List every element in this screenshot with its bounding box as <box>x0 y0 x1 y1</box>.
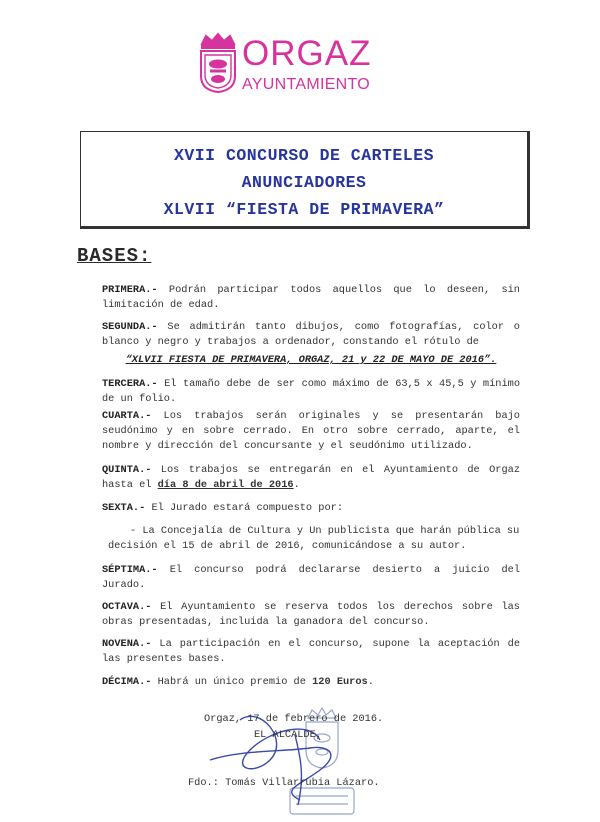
clause-text: Los trabajos se entregarán en el Ayuntamiento de Orgaz hasta el <box>102 464 520 491</box>
logo-name: ORGAZ <box>242 34 372 73</box>
clause-end: . <box>367 676 374 688</box>
mayor-role: EL ALCALDE, <box>254 729 322 741</box>
place-date: Orgaz, 17 de febrero de 2016. <box>204 713 384 725</box>
clause-label: TERCERA.- <box>102 378 158 390</box>
clause-label: SÉPTIMA.- <box>102 564 158 576</box>
festival-quote-text: “XLVII FIESTA DE PRIMAVERA, ORGAZ, 21 y 22 DE MAYO DE 2016”. <box>125 354 497 366</box>
clause-label: SEGUNDA.- <box>102 321 158 333</box>
clause-label: CUARTA.- <box>102 410 152 422</box>
jury-detail: - La Concejalía de Cultura y Un publicista que harán pública su decisión el 15 de abril de 2016, comunicándose a su autor. <box>108 525 520 552</box>
clause-septima <box>102 563 520 593</box>
title-line-1: XVII CONCURSO DE CARTELES <box>173 146 435 165</box>
clause-text: La participación en el concurso, supone la aceptación de las presentes bases. <box>102 638 520 665</box>
title-line-2: ANUNCIADORES <box>241 173 367 192</box>
clause-quinta <box>102 463 520 493</box>
clause-label: PRIMERA.- <box>102 284 158 296</box>
coat-of-arms-icon <box>196 32 240 94</box>
clause-sexta <box>102 501 520 516</box>
logo-subtitle: AYUNTAMIENTO <box>242 76 371 93</box>
festival-quote <box>102 353 520 368</box>
clause-cuarta <box>102 409 520 454</box>
clause-text: Podrán participar todos aquellos que lo deseen, sin limitación de edad. <box>102 284 520 311</box>
clause-label: QUINTA.- <box>102 464 152 476</box>
clause-label: DÉCIMA.- <box>102 676 152 688</box>
clause-label: OCTAVA.- <box>102 601 152 613</box>
prize-amount: 120 Euros <box>312 676 368 688</box>
bases-heading: BASES: <box>77 245 152 267</box>
signed-by: Fdo.: Tomás Villarrubia Lázaro. <box>188 777 380 789</box>
clause-text: Se admitirán tanto dibujos, como fotografías, color o blanco y negro y trabajos a ordenador, constando el rótulo de <box>102 321 520 348</box>
clause-primera <box>102 283 520 313</box>
clause-label: NOVENA.- <box>102 638 152 650</box>
clause-text: El Ayuntamiento se reserva todos los derechos sobre las obras presentadas, incluida la ganadora del concurso. <box>102 601 520 628</box>
clause-tercera <box>102 377 520 407</box>
clause-text: Los trabajos serán originales y se presentarán bajo seudónimo y en sobre cerrado. En otro sobre cerrado, aparte, el nombre y dirección del concursante y el seudónimo utilizado. <box>102 410 520 452</box>
clause-text: El concurso podrá declararse desierto a juicio del Jurado. <box>102 564 520 591</box>
deadline-date: día 8 de abril de 2016 <box>157 479 294 491</box>
clause-text: El Jurado estará compuesto por: <box>145 502 343 514</box>
clause-text: El tamaño debe de ser como máximo de 63,5 x 45,5 y mínimo de un folio. <box>102 378 520 405</box>
clause-novena <box>102 637 520 667</box>
title-box <box>80 131 530 229</box>
ayuntamiento-logo <box>196 32 396 98</box>
clause-label: SEXTA.- <box>102 502 146 514</box>
clause-end: . <box>293 479 300 491</box>
clause-decima <box>102 675 520 690</box>
title-line-3: XLVII “FIESTA DE PRIMAVERA” <box>163 200 445 219</box>
clause-octava <box>102 600 520 630</box>
clause-text: Habrá un único premio de <box>151 676 313 688</box>
clause-segunda <box>102 320 520 350</box>
